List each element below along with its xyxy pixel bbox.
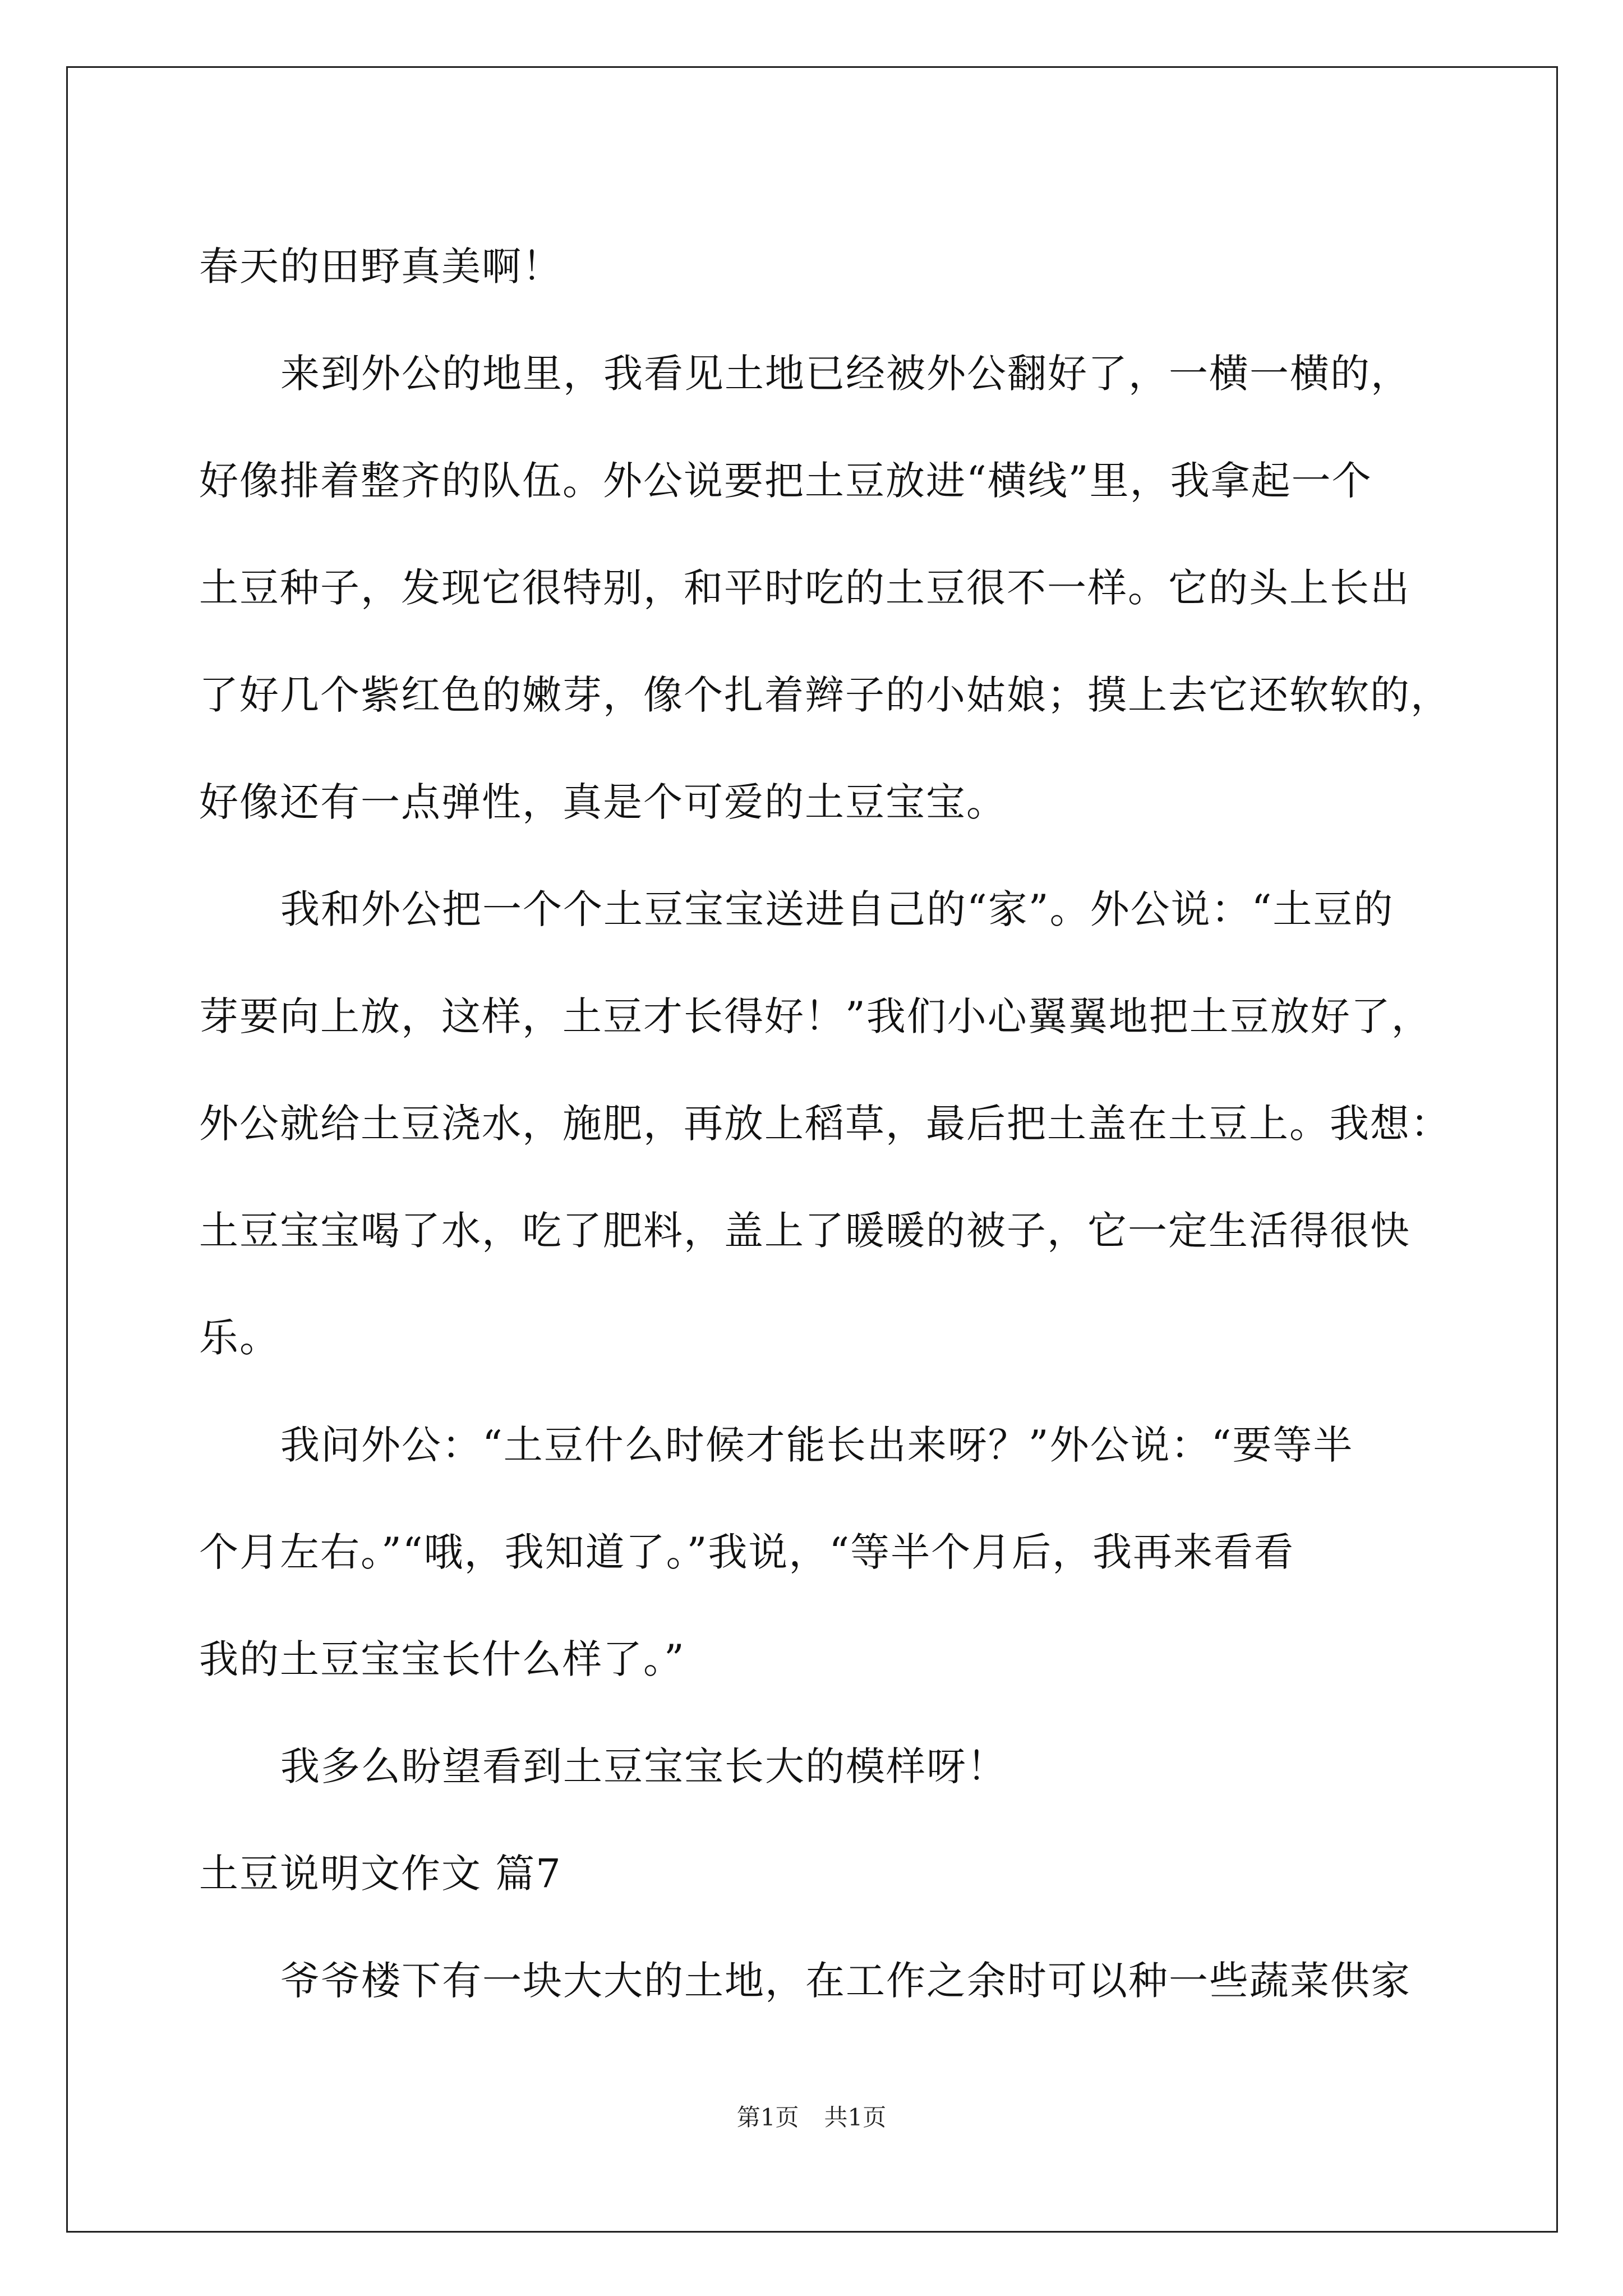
document-body [199,213,1451,2035]
text-line: 我的土豆宝宝长什么样了。” [199,1636,685,1682]
text-line: 好像还有一点弹性，真是个可爱的土豆宝宝。 [199,779,1007,825]
text-line: 春天的田野真美啊！ [199,243,562,289]
text-line: 土豆种子，发现它很特别，和平时吃的土豆很不一样。它的头上长出 [199,565,1410,611]
page-footer [0,2101,1623,2134]
text-line: 了好几个紫红色的嫩芽，像个扎着辫子的小姑娘；摸上去它还软软的， [199,672,1451,718]
text-line: 芽要向上放，这样，土豆才长得好！”我们小心翼翼地把土豆放好了， [199,993,1432,1039]
text-line: 好像排着整齐的队伍。外公说要把土豆放进“横线”里，我拿起一个 [199,458,1372,504]
page-number: 第1页 [736,2104,799,2131]
text-line: 来到外公的地里，我看见土地已经被外公翻好了，一横一横的， [280,351,1411,397]
text-line: 外公就给土豆浇水，施肥，再放上稻草，最后把土盖在土豆上。我想： [199,1101,1451,1147]
text-line: 我多么盼望看到土豆宝宝长大的模样呀！ [280,1743,1007,1789]
page-total: 共1页 [824,2104,887,2131]
text-line: 土豆宝宝喝了水，吃了肥料，盖上了暖暖的被子，它一定生活得很快 [199,1208,1410,1254]
text-line: 爷爷楼下有一块大大的土地，在工作之余时可以种一些蔬菜供家 [280,1958,1411,2004]
section-heading: 土豆说明文作文 篇7 [199,1851,562,1897]
text-line: 乐。 [199,1315,280,1361]
text-line: 个月左右。”“哦，我知道了。”我说，“等半个月后，我再来看看 [199,1529,1295,1575]
text-line: 我和外公把一个个土豆宝宝送进自己的“家”。外公说：“土豆的 [280,886,1394,932]
text-line: 我问外公：“土豆什么时候才能长出来呀？”外公说：“要等半 [280,1422,1354,1468]
